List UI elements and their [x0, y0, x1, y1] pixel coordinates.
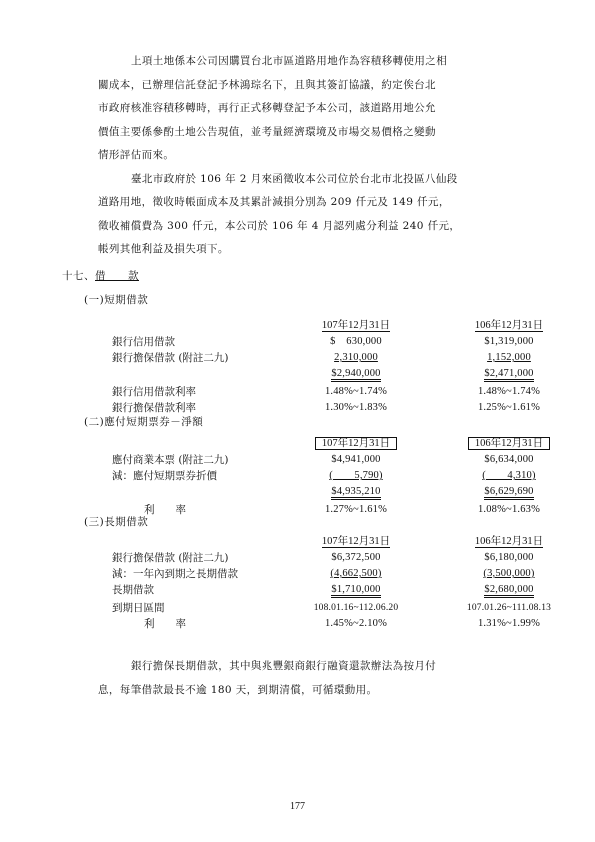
table-header-row [112, 318, 572, 334]
column-header: 106年12月31日 [474, 536, 544, 547]
table-row [112, 502, 572, 518]
intro-line: 市政府核准容積移轉時，再行正式移轉登記予本公司，該道路用地公允 [98, 102, 436, 114]
cell-value: 1,152,000 [487, 352, 531, 363]
row-label: 減：一年內到期之長期借款 [112, 568, 238, 580]
intro-line: 帳列其他利益及損失項下。 [98, 243, 229, 255]
cell-value: (4,662,500) [330, 568, 382, 579]
table-row [112, 334, 572, 350]
table-row [112, 600, 572, 616]
intro-line: 關成本，已辦理信託登記予林鴻琮名下，且與其簽訂協議，約定俟台北 [98, 78, 436, 91]
table-row-total [112, 366, 572, 382]
row-label: 長期借款 [112, 584, 154, 596]
table-row-total [112, 582, 572, 598]
closing-paragraph [98, 654, 550, 702]
cell-total: $4,935,210 [331, 486, 380, 500]
long-term-title: (三)長期借款 [84, 516, 149, 528]
cell-total: $2,940,000 [331, 368, 380, 382]
cell-value: 2,310,000 [334, 352, 378, 363]
row-label: 到期日區間 [112, 602, 165, 614]
cell-value: $1,319,000 [484, 336, 534, 347]
cell-total: $2,471,000 [484, 368, 533, 382]
table-row [112, 566, 572, 582]
section-title: 借 款 [95, 270, 139, 282]
cell-value: ( 4,310) [482, 470, 536, 481]
row-label: 銀行信用借款 [112, 336, 175, 348]
cell-value: 1.45%~2.10% [324, 618, 388, 629]
intro-line: 價值主要係參酌土地公告現值，並考量經濟環境及市場交易價格之變動 [98, 125, 436, 138]
cell-value: $6,180,000 [484, 552, 534, 563]
page-number: 177 [290, 801, 305, 812]
intro-paragraph [98, 50, 550, 262]
row-label: 銀行擔保借款 (附註二九) [112, 352, 229, 364]
closing-line: 息，每筆借款最長不逾 180 天，到期清償，可循環動用。 [98, 684, 378, 696]
column-header: 106年12月31日 [468, 437, 550, 450]
closing-line: 銀行擔保長期借款，其中與兆豐銀商銀行融資還款辦法為按月付 [131, 660, 437, 672]
intro-line: 道路用地，徵收時帳面成本及其累計減損分別為 209 仟元及 149 仟元， [98, 196, 450, 208]
cell-value: 1.31%~1.99% [477, 618, 541, 629]
column-header: 106年12月31日 [474, 320, 544, 331]
cell-total: $6,629,690 [484, 486, 533, 500]
row-label: 銀行信用借款利率 [112, 386, 196, 398]
cell-value: 1.48%~1.74% [477, 386, 541, 397]
row-label: 銀行擔保借款利率 [112, 402, 196, 414]
table-row [112, 468, 572, 484]
intro-line: 上項土地係本公司因購買台北市區道路用地作為容積移轉使用之相 [131, 55, 448, 67]
cell-value: 107.01.26~111.08.13 [466, 603, 552, 613]
cell-value: 1.27%~1.61% [324, 504, 388, 515]
column-header: 107年12月31日 [321, 536, 391, 547]
table-row [112, 550, 572, 566]
intro-line: 臺北市政府於 106 年 2 月來函徵收本公司位於台北市北投區八仙段 [131, 172, 458, 185]
row-label: 減：應付短期票券折價 [112, 470, 217, 482]
row-label: 應付商業本票 (附註二九) [112, 454, 229, 466]
row-label: 利 率 [144, 618, 186, 630]
cell-value: 1.08%~1.63% [477, 504, 541, 515]
cell-value: 1.25%~1.61% [477, 402, 541, 413]
cell-value: 1.30%~1.83% [324, 402, 388, 413]
table-row [112, 452, 572, 468]
row-label: 銀行擔保借款 (附註二九) [112, 552, 229, 564]
row-label: 利 率 [144, 504, 186, 516]
table-header-row [112, 436, 572, 452]
section-number: 十七、 [62, 270, 95, 282]
short-bills-title: (二)應付短期票券－淨額 [84, 416, 204, 428]
cell-value: ( 5,790) [329, 470, 383, 481]
cell-total: $1,710,000 [331, 584, 380, 598]
table-row [112, 350, 572, 366]
table-row-total [112, 484, 572, 500]
cell-value: 1.48%~1.74% [324, 386, 388, 397]
intro-line: 情形評估而來。 [98, 149, 175, 161]
cell-value: (3,500,000) [483, 568, 535, 579]
column-header: 107年12月31日 [321, 320, 391, 331]
cell-total: $2,680,000 [484, 584, 533, 598]
table-header-row [112, 534, 572, 550]
cell-value: $6,372,500 [331, 552, 381, 563]
table-row [112, 616, 572, 632]
cell-value: 108.01.16~112.06.20 [313, 603, 399, 613]
cell-value: $ 630,000 [330, 336, 382, 347]
short-term-title: (一)短期借款 [84, 294, 149, 306]
column-header: 107年12月31日 [315, 437, 397, 450]
cell-value: $6,634,000 [484, 454, 534, 465]
intro-line: 徵收補償費為 300 仟元，本公司於 106 年 4 月認列處分利益 240 仟元， [98, 219, 461, 232]
table-row [112, 384, 572, 400]
section-heading [62, 268, 139, 283]
cell-value: $4,941,000 [331, 454, 381, 465]
